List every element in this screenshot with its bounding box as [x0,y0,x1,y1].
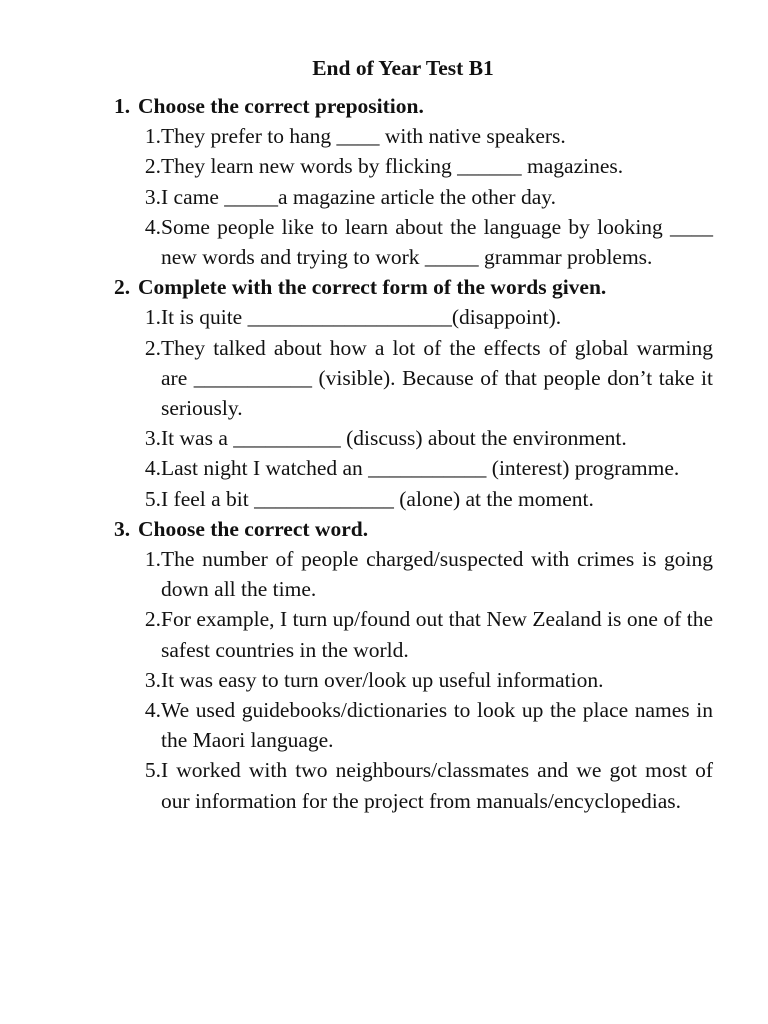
section-number: 1. [114,94,131,118]
question-text: For example, I turn up/found out that New Zealand is one of the safest countries in the world. [161,607,713,662]
question-text: I came _____a magazine article the other day. [161,184,556,209]
question-text: Some people like to learn about the language by looking ____ new words and trying to work _____ grammar problems. [161,214,713,270]
section-heading [114,91,713,121]
question-item [114,302,713,332]
question-list [114,544,713,816]
question-number: 4. [144,214,161,239]
question-item [114,604,713,664]
question-text: I worked with two neighbours/classmates and we got most of our information for the project from manuals/encyclopedias. [161,758,713,813]
section-number: 2. [114,275,131,300]
section-instruction: Complete with the correct form of the words given. [138,275,607,300]
section-1 [114,91,713,272]
question-number: 2. [144,154,161,179]
section-heading [114,272,713,302]
question-item [114,423,713,453]
question-text: They talked about how a lot of the effects of global warming are ___________ (visible). Because of that people don’t take it seriously. [161,335,713,421]
question-item [114,453,713,483]
question-item [114,212,713,272]
question-text: Last night I watched an ___________ (interest) programme. [161,456,680,481]
question-item [114,182,713,212]
section-instruction: Choose the correct word. [138,516,369,541]
question-text: They prefer to hang ____ with native speakers. [161,124,566,149]
section-heading [114,514,713,544]
section-number: 3. [114,516,131,541]
section-3 [114,514,713,816]
question-list [114,121,713,272]
test-content [114,91,713,816]
question-item [114,544,713,604]
question-text: It was a __________ (discuss) about the environment. [161,426,627,451]
question-number: 5. [144,486,161,511]
page-title: End of Year Test B1 [312,56,494,80]
section-instruction: Choose the correct preposition. [138,94,424,118]
question-number: 2. [144,607,161,632]
question-number: 4. [144,698,161,723]
section-2 [114,272,713,514]
question-number: 3. [144,667,161,692]
question-number: 1. [144,124,161,149]
question-item [114,665,713,695]
question-text: It is quite ___________________(disappoint). [161,305,562,330]
question-text: I feel a bit _____________ (alone) at the moment. [161,486,594,511]
question-number: 4. [144,456,161,481]
question-text: We used guidebooks/dictionaries to look up the place names in the Maori language. [161,698,713,753]
question-text: It was easy to turn over/look up useful information. [161,667,604,692]
question-number: 2. [144,335,161,360]
question-number: 1. [144,305,161,330]
question-item [114,121,713,151]
question-item [114,695,713,755]
question-number: 3. [144,184,161,209]
question-number: 1. [144,547,161,572]
question-text: They learn new words by flicking ______ magazines. [161,154,624,179]
question-number: 5. [144,758,161,783]
question-text: The number of people charged/suspected with crimes is going down all the time. [161,547,713,602]
question-number: 3. [144,426,161,451]
question-list [114,302,713,513]
question-item [114,484,713,514]
question-item [114,333,713,424]
question-item [114,755,713,815]
question-item [114,151,713,181]
